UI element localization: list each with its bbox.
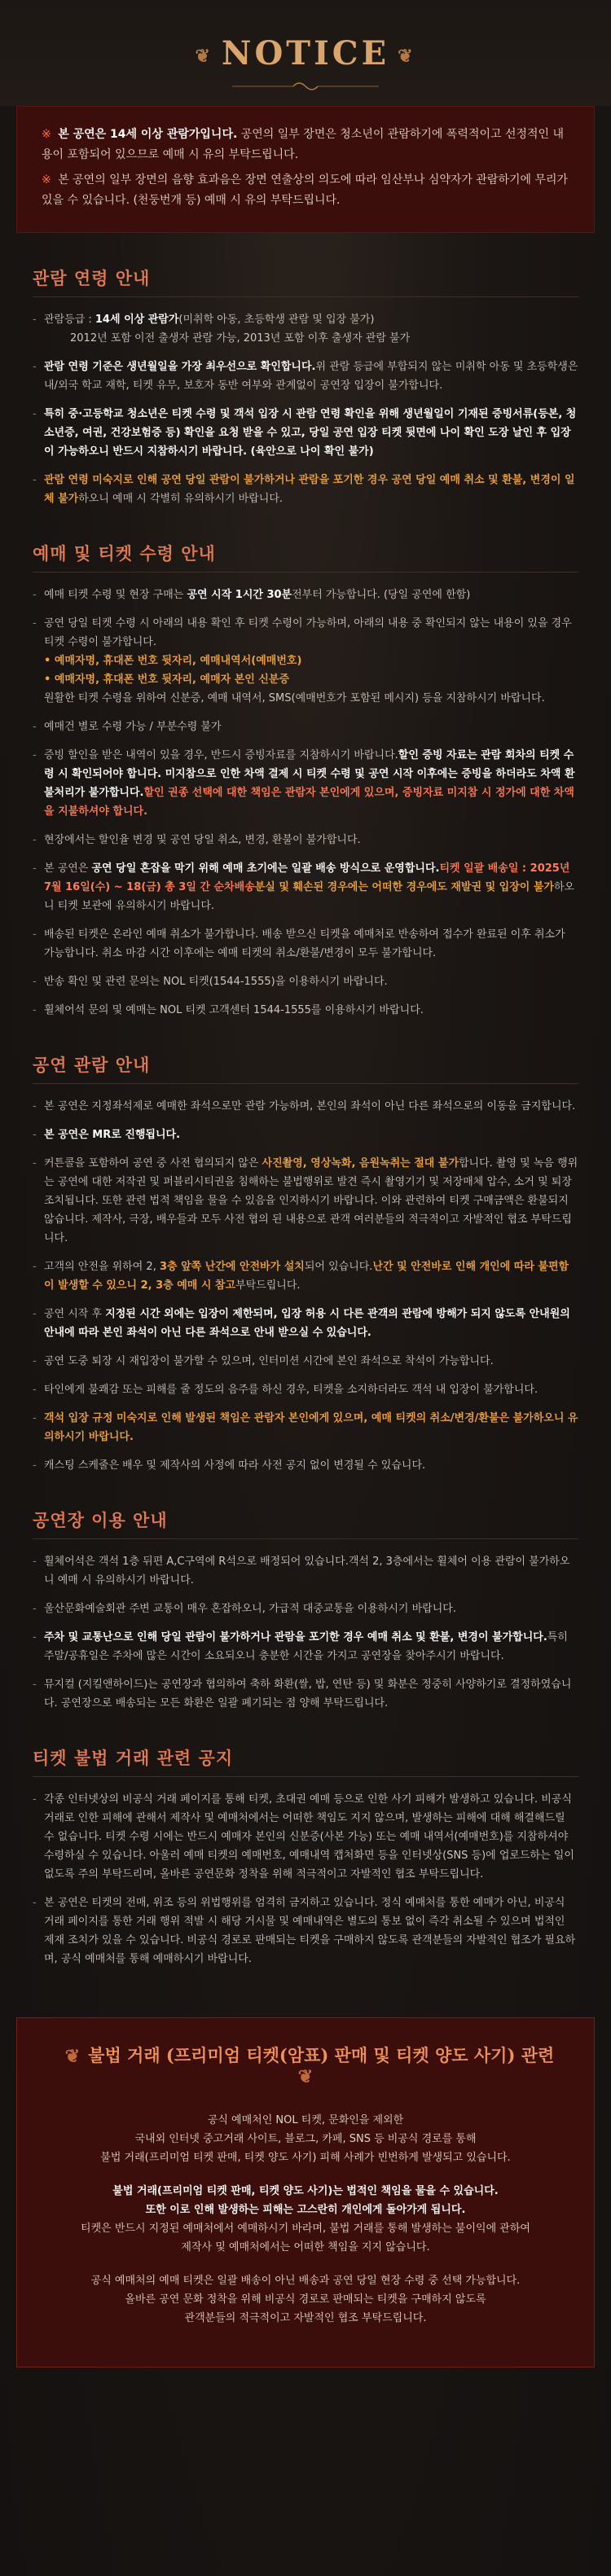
- notice-item: [33, 1628, 578, 1665]
- notice-item: [33, 1126, 578, 1144]
- notice-text: 각종 인터넷상의 비공식 거래 페이지를 통해 티켓, 초대권 예매 등으로 인한 사기 피해가 발생하고 있습니다. 비공식 거래로 인한 피해에 관해서 제작사 및 예매처에서는 어떠한 책임도 지지 않으며, 발생하는 피해에 대해 해결해드릴 수 없습니다. 티켓 수령 시에는 반드시 예매자 본인의 신분증(사본 가능) 또는 예매 내역서(예매번호)를 지참하셔야 수령하실 수 있습니다. 아울러 예매 티켓의 예매번호, 예매내역 캡처화면 등을 인터넷상(SNS 등)에 업로드하는 일이 없도록 주의 부탁드리며, 올바른 공연문화 정착을 위해 적극적이고 자발적인 협조 부탁드립니다.: [44, 1793, 574, 1880]
- ornament-right-icon: ❦: [398, 46, 416, 67]
- notice-section: [33, 1052, 578, 1475]
- illegal-line: 올바른 공연 문화 정착을 위해 비공식 경로로 판매되는 티켓을 구매하지 않도록: [125, 2293, 486, 2306]
- notice-item: [33, 1154, 578, 1248]
- notice-item: [33, 972, 578, 991]
- ornament-divider-icon: [224, 79, 387, 94]
- notice-text: 티켓 일괄 배송일 : 2025년 7월 16일(수) ~ 18(금) 총 3일 간 순차배송: [44, 862, 570, 893]
- warning-mark: ※: [42, 128, 55, 141]
- notice-text: 휠체어석 문의 및 예매는 NOL 티켓 고객센터 1544-1555를 이용하시기 바랍니다.: [44, 1004, 424, 1016]
- notice-text: 현장에서는 할인율 변경 및 공연 당일 취소, 변경, 환불이 불가합니다.: [44, 834, 361, 846]
- notice-item: [33, 1790, 578, 1884]
- illegal-trade-notice: [16, 2017, 595, 2368]
- notice-text: 캐스팅 스케줄은 배우 및 제작사의 사정에 따라 사전 공지 없이 변경될 수 있습니다.: [44, 1459, 426, 1472]
- illegal-line: 공식 예매처인 NOL 티켓, 문화인을 제외한: [207, 2114, 404, 2126]
- age-warning-box: [16, 106, 595, 233]
- notice-text: 특히 중·고등학교 청소년은 티켓 수령 및 객석 입장 시 관람 연령 확인을 위해 생년월일이 기재된 증빙서류(등본, 청소년증, 여권, 건강보험증 등) 확인을 요청 받을 수 있고, 당일 공연 입장 티켓 뒷면에 나이 확인 도장 날인 후 입장이 가능하오니 반드시 지참하시기 바랍니다. (육안으로 나이 확인 불가): [44, 408, 577, 458]
- illegal-line: 공식 예매처의 예매 티켓은 일괄 배송이 아닌 배송과 공연 당일 현장 수령 중 선택 가능합니다.: [90, 2275, 521, 2287]
- notice-text: 증빙 할인을 받은 내역이 있을 경우, 반드시 증빙자료를 지참하시기 바랍니다.: [44, 749, 398, 761]
- notice-item: [33, 746, 578, 821]
- notice-text: 본 공연은 지정좌석제로 예매한 좌석으로만 관람 가능하며, 본인의 좌석이 아닌 다른 좌석으로의 이동을 금지합니다.: [44, 1100, 576, 1112]
- notice-item: [33, 859, 578, 915]
- notice-text: 본 공연은 MR로 진행됩니다.: [44, 1129, 181, 1141]
- notice-text: 배송된 티켓은 온라인 예매 취소가 불가합니다. 배송 받으신 티켓을 예매처로 반송하여 접수가 완료된 이후 취소가 가능합니다. 취소 마감 시간 이후에는 예매 티켓의 취소/환불/변경이 모두 불가합니다.: [44, 928, 565, 959]
- notice-text: 지정된 시간 외에는 입장이 제한되며, 입장 허용 시 다른 관객의 관람에 방해가 되지 않도록 안내원의 안내에 따라 본인 좌석이 아닌 다른 좌석으로 안내 받으실 수 있습니다.: [44, 1308, 570, 1339]
- section-title: 공연 관람 안내: [33, 1052, 578, 1084]
- notice-text: • 예매자명, 휴대폰 번호 뒷자리, 예매자 본인 신분증: [44, 674, 290, 686]
- notice-text: (미취학 아동, 초등학생 관람 및 입장 불가): [178, 314, 375, 326]
- illegal-trade-body: [42, 2111, 569, 2328]
- illegal-line: 국내외 인터넷 중고거래 사이트, 블로그, 카페, SNS 등 비공식 경로를 통해: [134, 2133, 477, 2145]
- notice-item: [33, 1409, 578, 1446]
- illegal-trade-title: ❦ 불법 거래 (프리미엄 티켓(암표) 판매 및 티켓 양도 사기) 관련❦: [64, 2045, 555, 2087]
- notice-text: 원활한 티켓 수령을 위하여 신분증, 예매 내역서, SMS(예매번호가 포함된 메시지) 등을 지참하시기 바랍니다.: [44, 692, 545, 704]
- notice-text: 특히 주말/공휴일은 주차에 많은 시간이 소요되오니 충분한 시간을 가지고 공연장을 찾아주시기 바랍니다.: [44, 1631, 568, 1662]
- notice-item: [33, 718, 578, 736]
- illegal-paragraph: [42, 2182, 569, 2257]
- notice-item: [33, 358, 578, 395]
- notice-text: 반송 확인 및 관련 문의는 NOL 티켓(1544-1555)을 이용하시기 바랍니다.: [44, 976, 388, 988]
- notice-text: 공연 도중 퇴장 시 재입장이 불가할 수 있으며, 인터미션 시간에 본인 좌석으로 착석이 가능합니다.: [44, 1355, 494, 1367]
- notice-text: 하오니 티켓 보관에 유의하시기 바랍니다.: [44, 881, 575, 912]
- notice-text: 공연 시작 1시간 30분: [187, 589, 292, 601]
- ornament-left-icon: ❦: [195, 46, 213, 67]
- section-title: 관람 연령 안내: [33, 265, 578, 297]
- warning-paragraph: [42, 170, 569, 211]
- warning-text: 공연의 일부 장면은 청소년이 관람하기에 폭력적이고 선정적인 내용이 포함되어 있으므로 예매 시 유의 부탁드립니다.: [42, 128, 565, 161]
- notice-text: 할인 권종 선택에 대한 책임은 관람자 본인에게 있으며, 증빙자료 미지참 시 정가에 대한 차액을 지불하셔야 합니다.: [44, 787, 574, 818]
- notice-item: [33, 586, 578, 604]
- notice-subtext: 2012년 포함 이전 출생자 관람 가능, 2013년 포함 이후 출생자 관람 불가: [70, 332, 411, 344]
- notice-text: 관람 연령 미숙지로 인해 공연 당일 관람이 불가하거나 관람을 포기한 경우 공연 당일 예매 취소 및 환불, 변경이 일체 불가: [44, 474, 575, 505]
- illegal-line: 불법 거래(프리미엄 티켓 판매, 티켓 양도 사기)는 법적인 책임을 물을 수 있습니다.: [112, 2185, 499, 2197]
- notice-item: [33, 1552, 578, 1590]
- notice-item: [33, 1456, 578, 1475]
- notice-item: [33, 1352, 578, 1371]
- notice-text: 14세 이상 관람가: [95, 314, 179, 326]
- notice-section: [33, 541, 578, 1020]
- notice-item: [33, 614, 578, 708]
- ornament-right-icon: ❦: [297, 2066, 314, 2087]
- notice-text: 타인에게 불쾌감 또는 피해를 줄 정도의 음주를 하신 경우, 티켓을 소지하더라도 객석 내 입장이 불가합니다.: [44, 1384, 538, 1396]
- notice-text: 되어 있습니다.: [304, 1261, 373, 1273]
- notice-text: 할인 증빙 자료는 관람 회차의 티켓 수령 시 확인되어야 합니다. 미지참으로 인한 차액 결제 시 티켓 수령 및 공연 시작 이후에는 증빙을 하더라도 차액 환불처리가 불가합니다.: [44, 749, 575, 799]
- notice-item: [33, 405, 578, 461]
- notice-item: [33, 471, 578, 508]
- notice-text: 사진촬영, 영상녹화, 음원녹취는 절대 불가: [262, 1157, 459, 1170]
- notice-item: [33, 1257, 578, 1295]
- notice-text: 3층 앞쪽 난간에 안전바가 설치: [159, 1261, 305, 1273]
- warning-text: 본 공연은 14세 이상 관람가입니다.: [58, 128, 238, 141]
- notice-section: [33, 265, 578, 508]
- notice-text: 난간 및 안전바로 인해 개인에 따라 불편함이 발생할 수 있으니 2, 3층 예매 시 참고: [44, 1261, 569, 1292]
- notice-text: 객석 입장 규정 미숙지로 인해 발생된 책임은 관람자 본인에게 있으며, 예매 티켓의 취소/변경/환불은 불가하오니 유의하시기 바랍니다.: [44, 1412, 578, 1443]
- notice-text: 휠체어석은 객석 1층 뒤편 A,C구역에 R석으로 배정되어 있습니다.: [44, 1556, 349, 1568]
- notice-item: [33, 1305, 578, 1342]
- notice-text: • 예매자명, 휴대폰 번호 뒷자리, 예매내역서(예매번호): [44, 655, 302, 667]
- notice-text: 뮤지컬 (지킬앤하이드)는 공연장과 협의하여 축하 화환(쌀, 밥, 연탄 등) 및 화분은 정중히 사양하기로 결정하였습니다. 공연장으로 배송되는 모든 화환은 일괄 폐기되는 점 양해 부탁드립니다.: [44, 1679, 572, 1709]
- notice-item: [33, 925, 578, 963]
- notice-text: 예매 티켓 수령 및 현장 구매는: [44, 589, 187, 601]
- notice-text: 공연 시작 후: [44, 1308, 106, 1320]
- notice-item: [33, 1097, 578, 1116]
- illegal-line: 관객분들의 적극적이고 자발적인 협조 부탁드립니다.: [184, 2312, 427, 2324]
- notice-text: 고객의 안전을 위하여 2,: [44, 1261, 160, 1273]
- notice-section: [33, 1507, 578, 1713]
- notice-title: ❦ NOTICE ❦: [195, 34, 416, 72]
- ornament-left-icon: ❦: [64, 2046, 81, 2067]
- notice-text: 본 공연은: [44, 862, 92, 875]
- notice-text: 예매건 별로 수령 가능 / 부분수령 불가: [44, 721, 222, 733]
- illegal-line: 제작사 및 예매처에서는 어떠한 책임을 지지 않습니다.: [181, 2241, 430, 2253]
- notice-text: 관람등급 :: [44, 314, 95, 326]
- illegal-line: 티켓은 반드시 지정된 예매처에서 예매하시기 바라며, 불법 거래를 통해 발생하는 불이익에 관하여: [81, 2223, 530, 2235]
- notice-text: 주차 및 교통난으로 인해 당일 관람이 불가하거나 관람을 포기한 경우 예매 취소 및 환불, 변경이 불가합니다.: [44, 1631, 547, 1643]
- warning-text: 본 공연의 일부 장면의 음향 효과음은 장면 연출상의 의도에 따라 임산부나 심약자가 관람하기에 무리가 있을 수 있습니다. (천둥번개 등) 예매 시 유의 부탁드립니다.: [42, 173, 569, 207]
- illegal-paragraph: [42, 2271, 569, 2328]
- notice-section: [33, 1745, 578, 1968]
- warning-mark: ※: [42, 173, 55, 187]
- notice-text: 커튼콜을 포함하여 공연 중 사전 협의되지 않은: [44, 1157, 262, 1170]
- notice-text: 공연 당일 티켓 수령 시 아래의 내용 확인 후 티켓 수령이 가능하며, 아래의 내용 중 확인되지 않는 내용이 있을 경우 티켓 수령이 불가합니다.: [44, 617, 572, 648]
- notice-item: [33, 1001, 578, 1020]
- notice-text: 객석 2, 3층에서는 휠체어 이용 관람이 불가하오니 예매 시 유의하시기 바랍니다.: [44, 1556, 570, 1586]
- section-title: 티켓 불법 거래 관련 공지: [33, 1745, 578, 1777]
- illegal-line: 불법 거래(프리미엄 티켓 판매, 티켓 양도 사기) 피해 사례가 빈번하게 발생되고 있습니다.: [100, 2152, 511, 2164]
- notice-text: 합니다. 촬영 및 녹음 행위는 공연에 대한 저작권 및 퍼블리시티권을 침해하는 불법행위로 발견 즉시 촬영기기 및 저장매체 압수, 소거 및 퇴장 조치됩니다. 또한 관련 법적 책임을 물을 수 있음을 인지하시기 바랍니다. 이와 관련하여 티켓 구매금액은 환불되지 않습니다. 제작사, 극장, 배우들과 모두 사전 협의 된 내용으로 관객 여러분들의 적극적이고 자발적인 협조 부탁드립니다.: [44, 1157, 578, 1244]
- notice-text: 관람 연령 기준은 생년월일을 가장 최우선으로 확인합니다.: [44, 361, 316, 373]
- illegal-line: 또한 이로 인해 발생하는 피해는 고스란히 개인에게 돌아가게 됩니다.: [145, 2204, 466, 2216]
- notice-text: 부탁드립니다.: [235, 1279, 301, 1292]
- notice-item: [33, 831, 578, 849]
- notice-item: [33, 1894, 578, 1968]
- notice-text: 전부터 가능합니다. (당일 공연에 한함): [292, 589, 471, 601]
- notice-item: [33, 1600, 578, 1618]
- illegal-paragraph: [42, 2111, 569, 2167]
- warning-paragraph: [42, 125, 569, 165]
- notice-text: 분실 및 훼손된 경우에는 어떠한 경우에도 재발권 및 입장이 불가: [254, 881, 554, 893]
- notice-text: 위 관람 등급에 부합되지 않는 미취학 아동 및 초등학생은 내/외국 학교 재학, 티켓 유무, 보호자 동반 여부와 관계없이 공연장 입장이 불가합니다.: [44, 361, 578, 392]
- notice-item: [33, 1675, 578, 1713]
- notice-text: 울산문화예술회관 주변 교통이 매우 혼잡하오니, 가급적 대중교통을 이용하시기 바랍니다.: [44, 1603, 456, 1615]
- notice-text: 공연 당일 혼잡을 막기 위해 예매 초기에는 일괄 배송 방식으로 운영합니다.: [91, 862, 440, 875]
- notice-item: [33, 310, 578, 348]
- notice-text: 본 공연은 티켓의 전매, 위조 등의 위법행위를 엄격히 금지하고 있습니다. 정식 예매처를 통한 예매가 아닌, 비공식 거래 페이지를 통한 거래 행위 적발 시 해당 거시물 및 예매내역은 별도의 통보 없이 즉각 취소될 수 있으며 법적인 제재 조치가 있을 수 있습니다. 비공식 경로로 판매되는 티켓을 구매하지 않도록 관객분들의 자발적인 협조가 필요하며, 공식 예매처를 통해 예매하시기 바랍니다.: [44, 1897, 576, 1965]
- notice-text: 하오니 예매 시 각별히 유의하시기 바랍니다.: [78, 493, 284, 505]
- notice-item: [33, 1380, 578, 1399]
- notice-header: [0, 0, 611, 106]
- section-title: 예매 및 티켓 수령 안내: [33, 541, 578, 573]
- section-title: 공연장 이용 안내: [33, 1507, 578, 1539]
- notice-sections: [0, 265, 611, 1968]
